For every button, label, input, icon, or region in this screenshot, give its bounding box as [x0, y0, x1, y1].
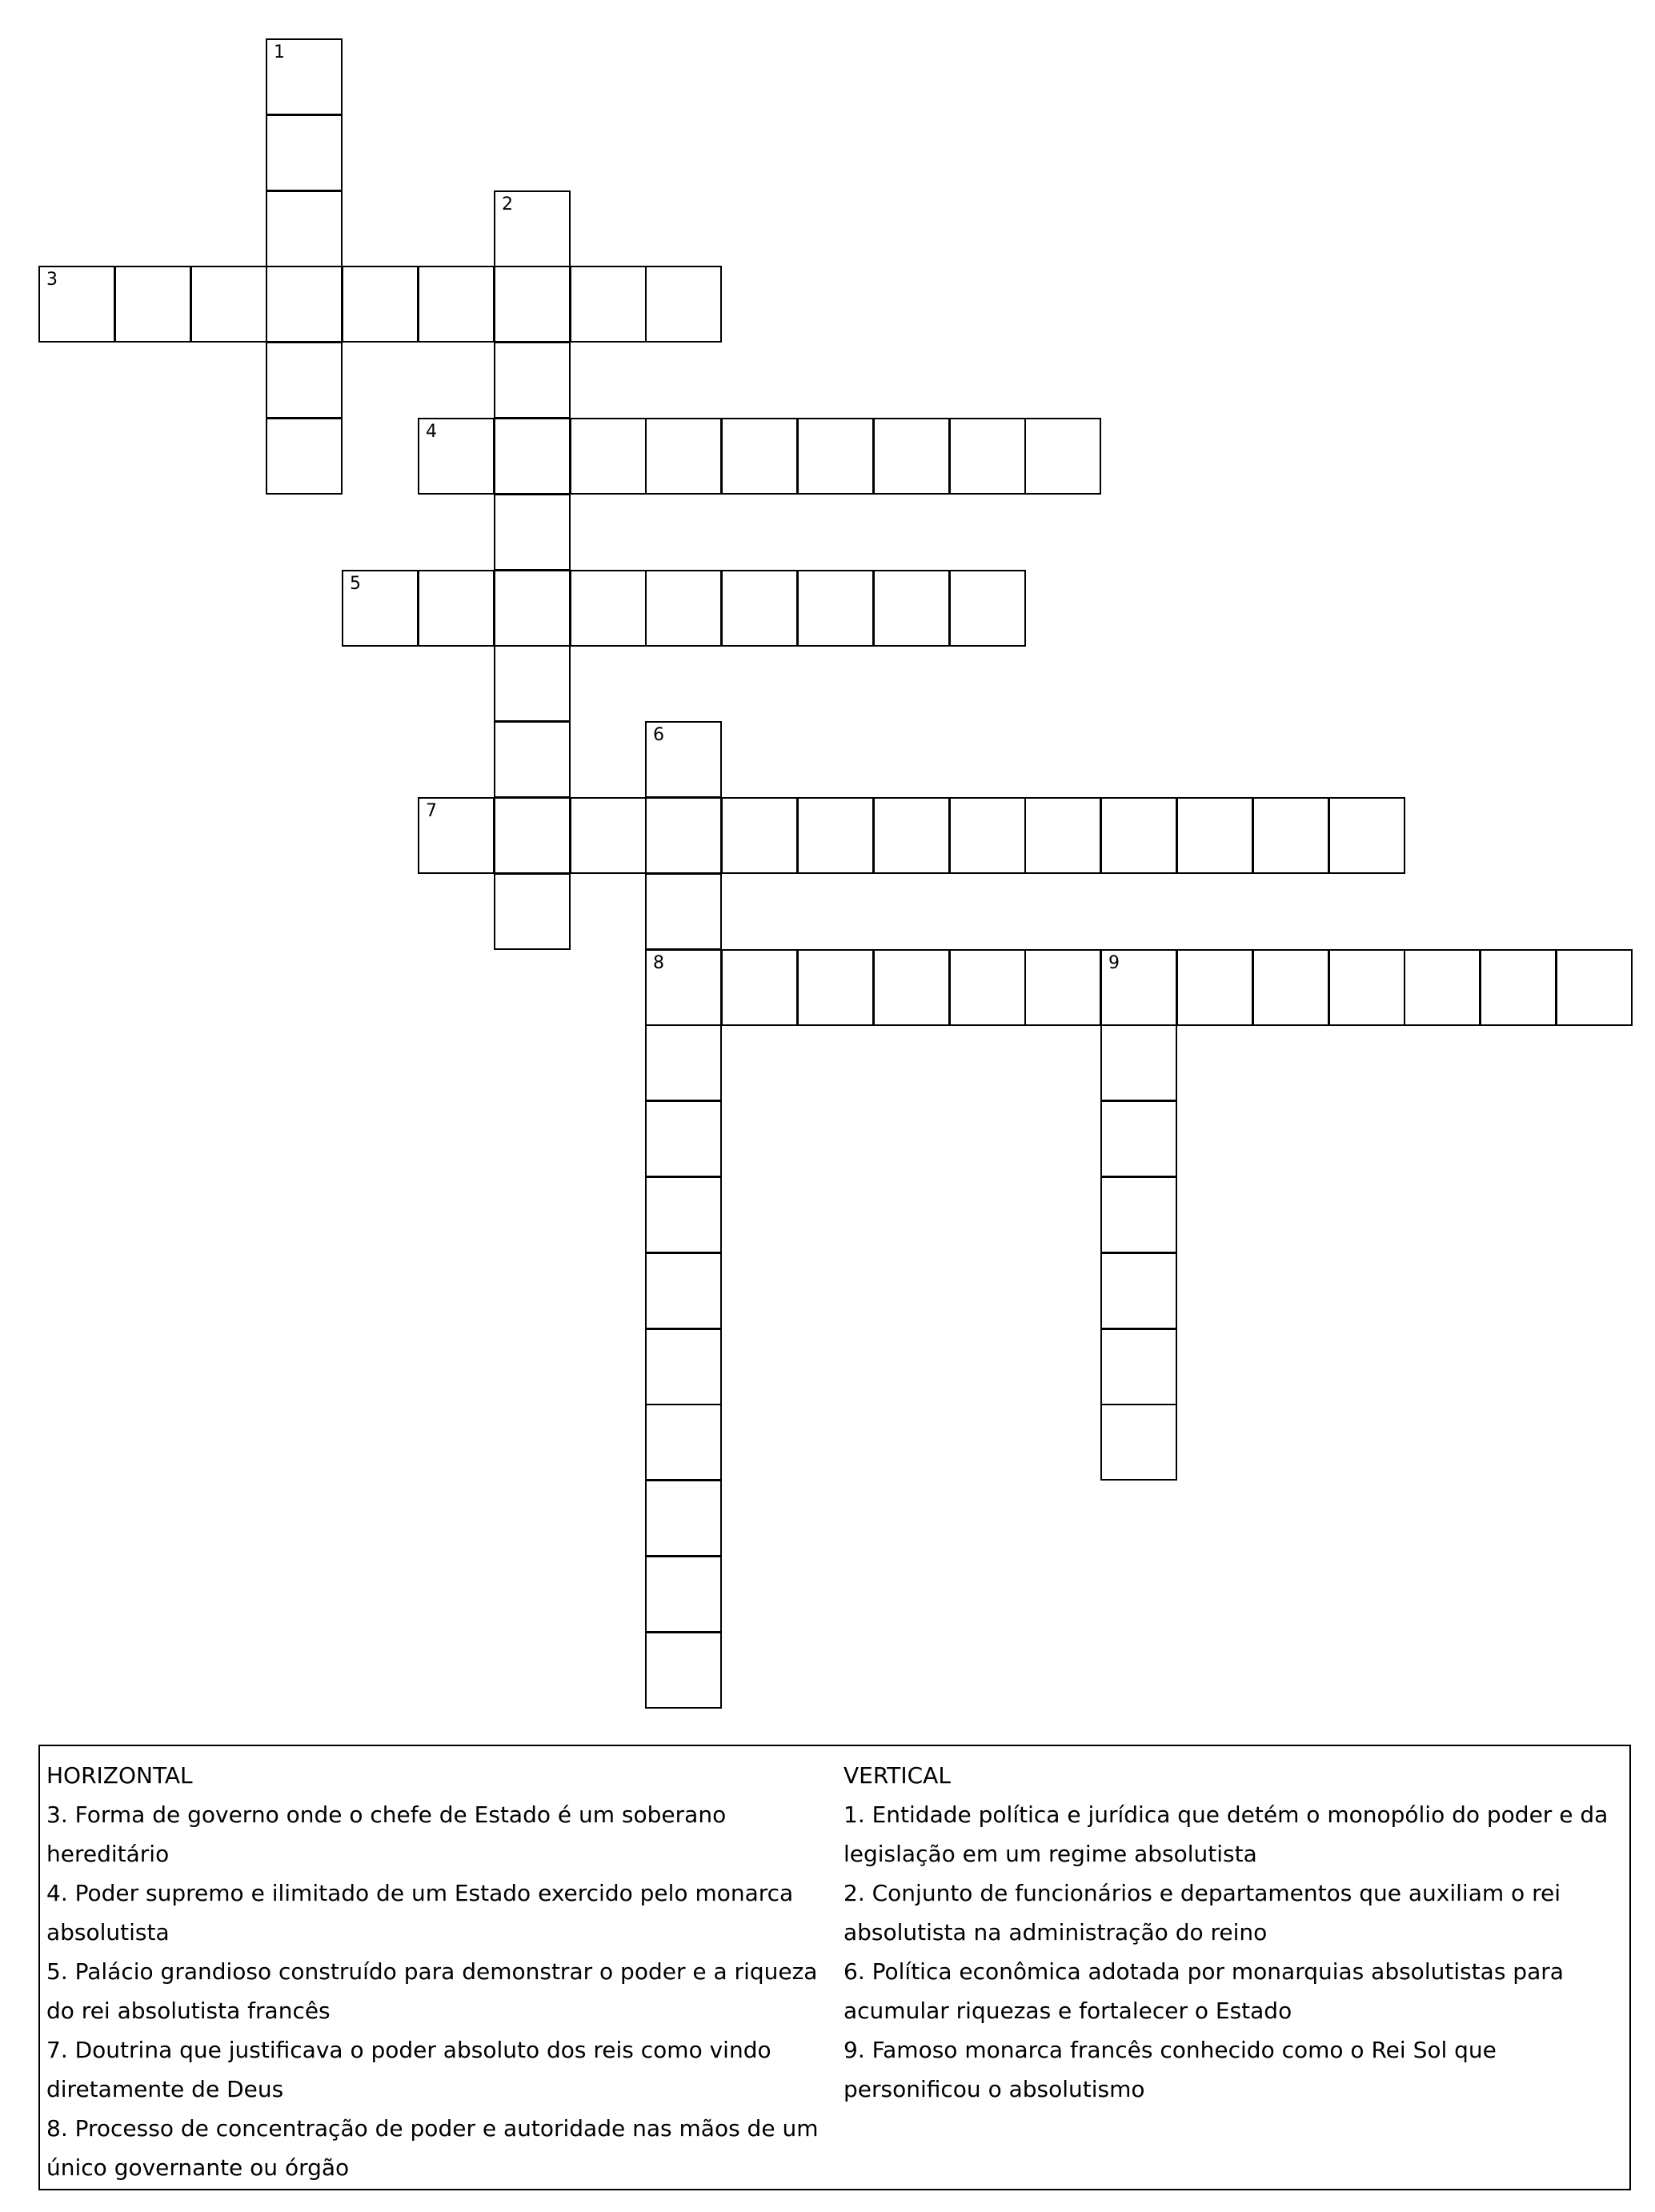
- grid-cell[interactable]: [645, 1328, 722, 1405]
- grid-cell[interactable]: [418, 418, 495, 495]
- grid-cell[interactable]: [645, 1632, 722, 1709]
- grid-cell[interactable]: [342, 266, 419, 343]
- grid-cell[interactable]: [721, 418, 798, 495]
- grid-cell[interactable]: [1024, 418, 1101, 495]
- grid-cell[interactable]: [1100, 1404, 1177, 1481]
- clue-across-3: 3. Forma de governo onde o chefe de Estado é um soberano hereditário: [46, 1801, 727, 1867]
- grid-cell[interactable]: [721, 949, 798, 1026]
- grid-cell[interactable]: [645, 721, 722, 798]
- horizontal-clues: [46, 1756, 835, 2187]
- grid-cell[interactable]: [1328, 797, 1405, 874]
- grid-cell[interactable]: [645, 1556, 722, 1633]
- clue-number: 3: [46, 270, 58, 290]
- clue-across-8: 8. Processo de concentração de poder e autoridade nas mãos de um único governante ou órgão: [46, 2115, 819, 2181]
- grid-cell[interactable]: [570, 418, 647, 495]
- grid-cell[interactable]: [570, 266, 647, 343]
- grid-cell[interactable]: [949, 418, 1026, 495]
- grid-cell[interactable]: [1480, 949, 1557, 1026]
- grid-cell[interactable]: [645, 797, 722, 874]
- grid-cell[interactable]: [494, 342, 571, 419]
- grid-cell[interactable]: [873, 570, 950, 647]
- grid-cell[interactable]: [873, 418, 950, 495]
- grid-cell[interactable]: [1100, 1024, 1177, 1101]
- grid-cell[interactable]: [1176, 797, 1253, 874]
- clue-number: 1: [274, 42, 285, 62]
- grid-cell[interactable]: [645, 873, 722, 950]
- grid-cell[interactable]: [873, 949, 950, 1026]
- grid-cell[interactable]: [645, 418, 722, 495]
- grid-cell[interactable]: [1100, 797, 1177, 874]
- grid-cell[interactable]: [266, 418, 343, 495]
- grid-cell[interactable]: [645, 1404, 722, 1481]
- clue-number: 6: [653, 725, 664, 745]
- grid-cell[interactable]: [645, 266, 722, 343]
- horizontal-title: HORIZONTAL: [46, 1762, 193, 1789]
- grid-cell[interactable]: [873, 797, 950, 874]
- clue-number: 4: [426, 422, 437, 442]
- grid-cell[interactable]: [494, 494, 571, 571]
- grid-cell[interactable]: [645, 1024, 722, 1101]
- grid-cell[interactable]: [1100, 1328, 1177, 1405]
- clues-box: [38, 1745, 1631, 2190]
- grid-cell[interactable]: [645, 1176, 722, 1253]
- clue-number: 8: [653, 953, 664, 973]
- grid-cell[interactable]: [1024, 797, 1101, 874]
- clue-number: 7: [426, 801, 437, 821]
- clue-down-2: 2. Conjunto de funcionários e departamentos que auxiliam o rei absolutista na administração do reino: [844, 1880, 1561, 1946]
- grid-cell[interactable]: [645, 570, 722, 647]
- grid-cell[interactable]: [645, 1252, 722, 1329]
- grid-cell[interactable]: [949, 949, 1026, 1026]
- vertical-clues: [844, 1756, 1628, 2109]
- grid-cell[interactable]: [570, 797, 647, 874]
- clue-down-6: 6. Política econômica adotada por monarquias absolutistas para acumular riquezas e fortalecer o Estado: [844, 1958, 1564, 2024]
- grid-cell[interactable]: [342, 570, 419, 647]
- grid-cell[interactable]: [1100, 1252, 1177, 1329]
- grid-cell[interactable]: [494, 418, 571, 495]
- grid-cell[interactable]: [494, 721, 571, 798]
- clue-across-7: 7. Doutrina que justificava o poder absoluto dos reis como vindo diretamente de Deus: [46, 2037, 771, 2102]
- grid-cell[interactable]: [645, 1100, 722, 1177]
- grid-cell[interactable]: [1404, 949, 1481, 1026]
- grid-cell[interactable]: [266, 38, 343, 115]
- clue-across-5: 5. Palácio grandioso construído para demonstrar o poder e a riqueza do rei absolutista francês: [46, 1958, 818, 2024]
- grid-cell[interactable]: [1252, 949, 1329, 1026]
- grid-cell[interactable]: [494, 645, 571, 722]
- grid-cell[interactable]: [1024, 949, 1101, 1026]
- grid-cell[interactable]: [38, 266, 115, 343]
- grid-cell[interactable]: [266, 190, 343, 267]
- grid-cell[interactable]: [1556, 949, 1633, 1026]
- grid-cell[interactable]: [645, 949, 722, 1026]
- grid-cell[interactable]: [418, 797, 495, 874]
- grid-cell[interactable]: [949, 570, 1026, 647]
- clue-number: 5: [350, 574, 361, 594]
- clue-number: 9: [1108, 953, 1120, 973]
- grid-cell[interactable]: [1252, 797, 1329, 874]
- grid-cell[interactable]: [494, 797, 571, 874]
- grid-cell[interactable]: [570, 570, 647, 647]
- grid-cell[interactable]: [797, 949, 874, 1026]
- grid-cell[interactable]: [266, 342, 343, 419]
- grid-cell[interactable]: [645, 1480, 722, 1557]
- grid-cell[interactable]: [797, 797, 874, 874]
- grid-cell[interactable]: [1100, 949, 1177, 1026]
- grid-cell[interactable]: [797, 418, 874, 495]
- clue-down-1: 1. Entidade política e jurídica que detém o monopólio do poder e da legislação em um regime absolutista: [844, 1801, 1609, 1867]
- clue-number: 2: [502, 194, 513, 214]
- grid-cell[interactable]: [1100, 1176, 1177, 1253]
- grid-cell[interactable]: [494, 873, 571, 950]
- grid-cell[interactable]: [266, 266, 343, 343]
- grid-cell[interactable]: [494, 570, 571, 647]
- vertical-title: VERTICAL: [844, 1762, 951, 1789]
- grid-cell[interactable]: [190, 266, 267, 343]
- grid-cell[interactable]: [721, 570, 798, 647]
- grid-cell[interactable]: [1328, 949, 1405, 1026]
- grid-cell[interactable]: [949, 797, 1026, 874]
- grid-cell[interactable]: [494, 190, 571, 267]
- grid-cell[interactable]: [494, 266, 571, 343]
- clue-down-9: 9. Famoso monarca francês conhecido como o Rei Sol que personificou o absolutismo: [844, 2037, 1497, 2102]
- grid-cell[interactable]: [114, 266, 191, 343]
- grid-cell[interactable]: [1176, 949, 1253, 1026]
- grid-cell[interactable]: [418, 570, 495, 647]
- grid-cell[interactable]: [418, 266, 495, 343]
- clue-across-4: 4. Poder supremo e ilimitado de um Estado exercido pelo monarca absolutista: [46, 1880, 794, 1946]
- grid-cell[interactable]: [1100, 1100, 1177, 1177]
- grid-cell[interactable]: [266, 114, 343, 191]
- grid-cell[interactable]: [721, 797, 798, 874]
- grid-cell[interactable]: [797, 570, 874, 647]
